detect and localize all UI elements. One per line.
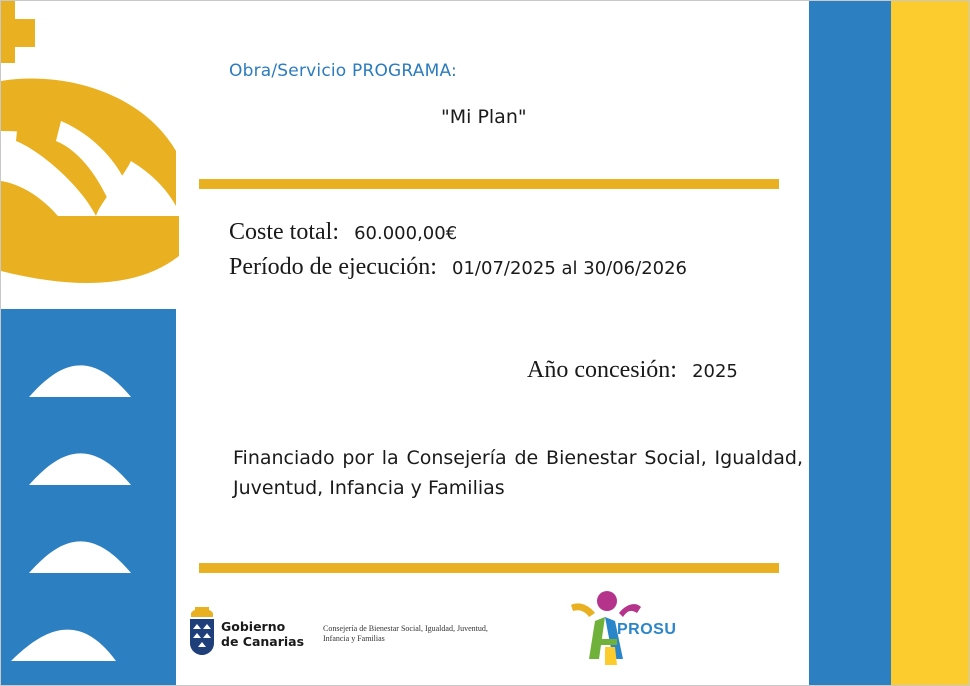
bottom-divider-bar: [199, 563, 779, 573]
coste-value: 60.000,00€: [354, 223, 458, 244]
program-name: "Mi Plan": [441, 106, 527, 128]
flag-yellow-stripe: [891, 1, 970, 686]
gobierno-line1: Gobierno: [221, 619, 286, 634]
gobierno-line2: de Canarias: [221, 634, 305, 649]
periodo-row: [229, 254, 687, 281]
obra-servicio-label: Obra/Servicio PROGRAMA:: [229, 61, 457, 81]
coste-row: [229, 219, 457, 246]
top-divider-bar: [199, 179, 779, 189]
consejeria-small-text: Consejería de Bienestar Social, Igualdad, Juventud, Infancia y Familias: [323, 624, 488, 643]
flag-blue-stripe: [809, 1, 891, 686]
periodo-value: 01/07/2025 al 30/06/2026: [452, 258, 687, 279]
periodo-label: Período de ejecución:: [229, 254, 437, 280]
canarias-crest-graphic: [1, 1, 181, 686]
financing-statement: Financiado por la Consejería de Bienestar Social, Igualdad, Juventud, Infancia y Familias: [233, 447, 803, 499]
anio-row: [527, 357, 738, 384]
aprosu-wordmark: PROSU: [617, 621, 677, 638]
anio-label: Año concesión:: [527, 357, 677, 383]
coste-label: Coste total:: [229, 219, 339, 245]
anio-value: 2025: [692, 361, 738, 382]
gobierno-canarias-wordmark: [221, 619, 304, 649]
